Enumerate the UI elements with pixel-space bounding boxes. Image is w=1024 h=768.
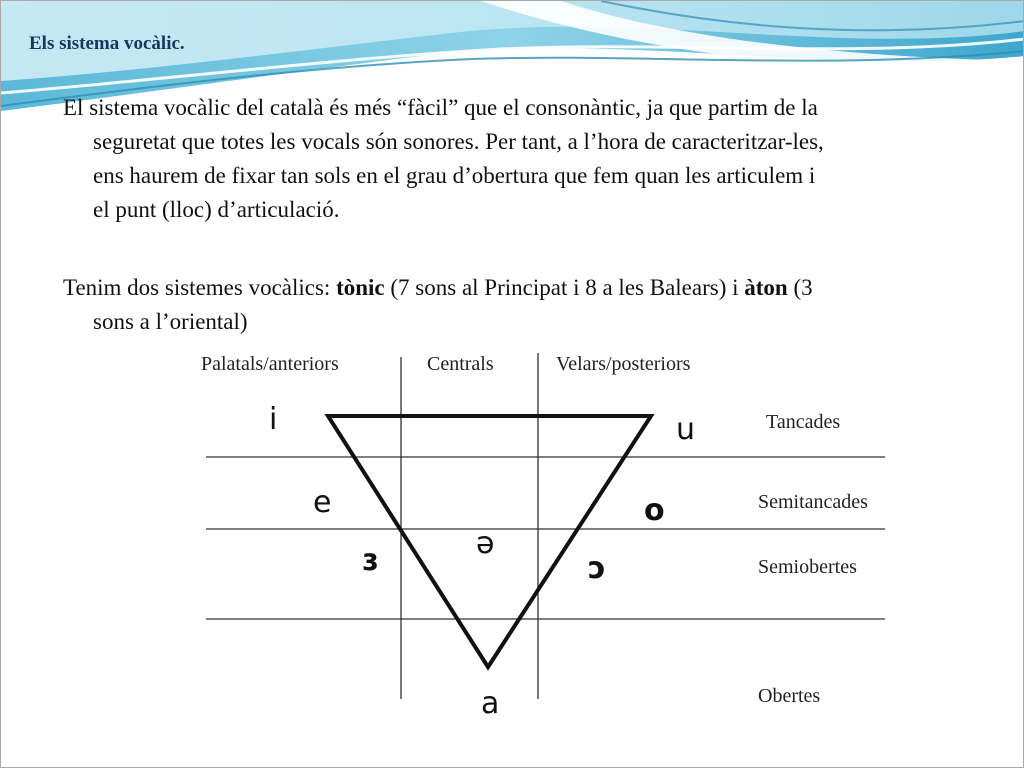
systems-line-2: sons a l’oriental) xyxy=(93,309,248,334)
column-label-central: Centrals xyxy=(427,353,494,375)
vowel-e: e xyxy=(313,485,332,520)
column-label-front: Palatals/anteriors xyxy=(201,353,339,375)
systems-text-after: (3 xyxy=(787,275,813,300)
vowel-triangle-diagram xyxy=(1,1,1024,768)
vowel-o: o xyxy=(644,493,665,528)
row-label-open-mid: Semiobertes xyxy=(758,556,857,578)
vowel-a: a xyxy=(481,686,500,721)
systems-text-before: Tenim dos sistemes vocàlics: xyxy=(63,275,337,300)
vowel-open-e: ɜ xyxy=(362,543,379,578)
vowel-schwa: ə xyxy=(476,526,495,561)
tonic-term: tònic xyxy=(336,275,385,300)
intro-line-4: el punt (lloc) d’articulació. xyxy=(93,197,340,222)
vowel-i: i xyxy=(269,402,278,437)
intro-line-3: ens haurem de fixar tan sols en el grau d’obertura que fem quan les articulem i xyxy=(93,163,816,188)
row-label-close: Tancades xyxy=(766,411,841,433)
intro-line-1: El sistema vocàlic del català és més “fàcil” que el consonàntic, ja que partim de la xyxy=(63,95,818,120)
intro-line-2: seguretat que totes les vocals són sonores. Per tant, a l’hora de caracteritzar-les, xyxy=(93,129,824,154)
row-label-open: Obertes xyxy=(758,685,821,707)
aton-term: àton xyxy=(744,275,788,300)
systems-text-middle: (7 sons al Principat i 8 a les Balears) i xyxy=(384,275,745,300)
column-label-back: Velars/posteriors xyxy=(556,353,691,375)
row-label-close-mid: Semitancades xyxy=(758,491,868,513)
slide-title: Els sistema vocàlic. xyxy=(29,33,185,54)
vowel-open-o: ɔ xyxy=(588,551,606,586)
vowel-u: u xyxy=(676,412,696,447)
